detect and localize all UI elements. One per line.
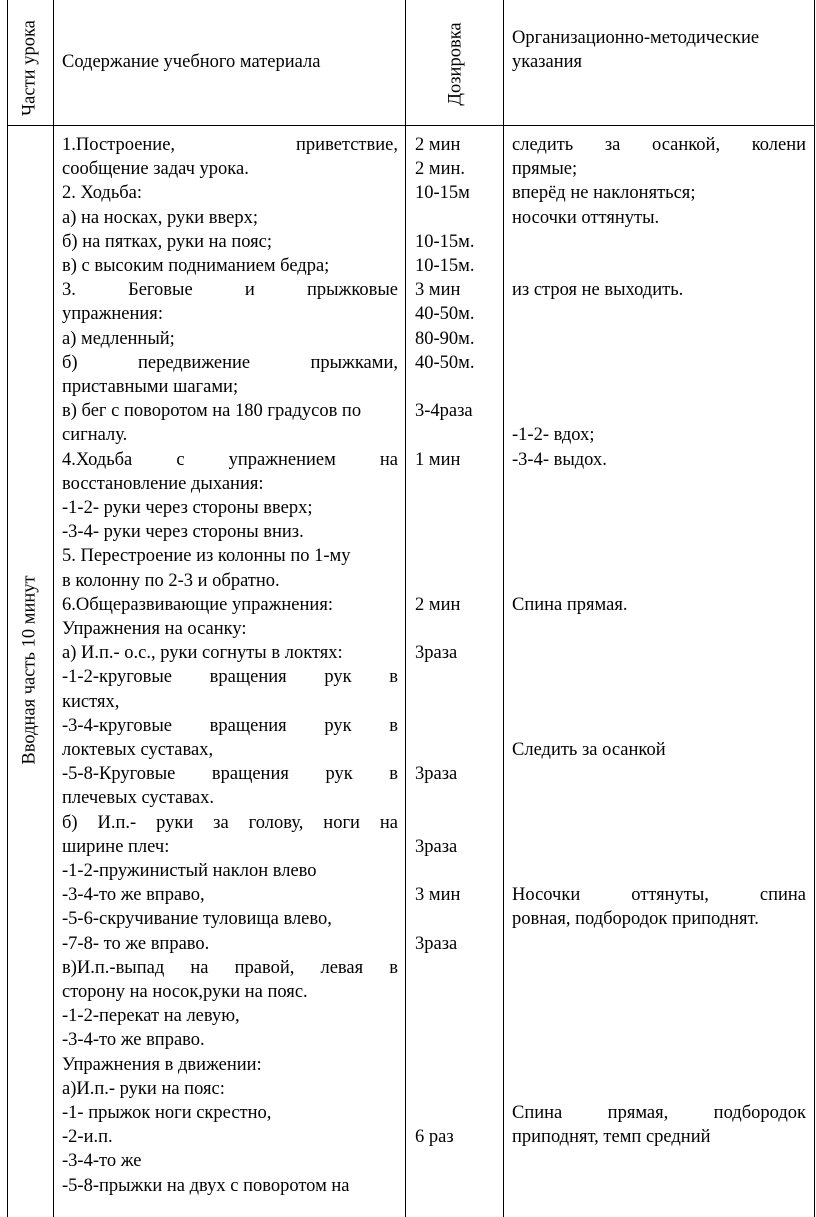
content-line: -3-4-круговые вращения рук в (62, 715, 398, 736)
notes-line: прямые; (512, 159, 578, 180)
header-notes (512, 26, 806, 74)
dose-line: 40-50м. (415, 352, 475, 373)
content-line: плечевых суставах. (62, 788, 214, 809)
content-line: 5. Перестроение из колонны по 1-му (62, 546, 351, 567)
content-line: восстановление дыхания: (62, 473, 264, 494)
content-line: Упражнения в движении: (62, 1054, 262, 1075)
content-line: -5-6-скручивание туловища влево, (62, 909, 332, 930)
dose-line: 3раза (415, 643, 458, 664)
content-line: сообщение задач урока. (62, 159, 249, 180)
header-dose: Дозировка (445, 22, 466, 106)
dose-line: 1 мин (415, 449, 461, 470)
dose-line: 10-15м. (415, 231, 475, 252)
dose-line: 3раза (415, 836, 458, 857)
dose-line: 3 мин (415, 885, 461, 906)
content-line: 6.Общеразвивающие упражнения: (62, 594, 333, 615)
content-line: кистях, (62, 691, 120, 712)
content-line: ширине плеч: (62, 836, 170, 857)
table-border-left (7, 0, 8, 1217)
content-line: приставными шагами; (62, 377, 239, 397)
notes-line: следить за осанкой, колени (512, 135, 806, 155)
content-line: -1-2-пружинистый наклон влево (62, 861, 317, 881)
dose-line: 2 мин (415, 135, 461, 155)
content-line: локтевых суставах, (62, 740, 214, 760)
notes-line: вперёд не наклоняться; (512, 183, 696, 204)
header-bottom-border (7, 125, 815, 126)
content-line: а) медленный; (62, 328, 175, 349)
content-line: -1-2-перекат на левую, (62, 1006, 240, 1027)
content-line: -1-2- руки через стороны вверх; (62, 498, 313, 518)
notes-line: Спина прямая, подбородок (512, 1103, 806, 1123)
header-content: Содержание учебного материала (62, 52, 321, 72)
content-line: -3-4-то же вправо. (62, 1030, 205, 1051)
content-line: сторону на носок,руки на пояс. (62, 982, 308, 1002)
content-line: -2-и.п. (62, 1127, 113, 1148)
content-line: а) на носках, руки вверх; (62, 207, 258, 228)
notes-line: Следить за осанкой (512, 740, 666, 760)
dose-line: 3раза (415, 933, 458, 954)
content-line: 3. Беговые и прыжковые (62, 280, 398, 301)
content-line: -5-8-Круговые вращения рук в (62, 764, 398, 785)
content-line: б) И.п.- руки за голову, ноги на (62, 812, 398, 833)
notes-line: -3-4- выдох. (512, 449, 607, 470)
dose-line: 2 мин. (415, 159, 466, 180)
dose-line: 3раза (415, 764, 458, 785)
notes-line: Носочки оттянуты, спина (512, 885, 806, 906)
content-line: 4.Ходьба с упражнением на (62, 449, 398, 470)
notes-line: Спина прямая. (512, 594, 628, 615)
dose-line: 40-50м. (415, 304, 475, 325)
content-line: а) И.п.- о.с., руки согнуты в локтях: (62, 643, 343, 664)
content-line: сигналу. (62, 425, 128, 446)
dose-line: 3-4раза (415, 401, 473, 422)
notes-line: из строя не выходить. (512, 280, 684, 301)
content-line: -3-4-то же (62, 1151, 142, 1172)
dose-line: 80-90м. (415, 328, 475, 349)
content-line: упражнения: (62, 304, 163, 325)
content-line: в)И.п.-выпад на правой, левая в (62, 957, 398, 978)
dose-line: 3 мин (415, 280, 461, 301)
notes-line: ровная, подбородок приподнят. (512, 909, 759, 930)
content-line: в колонну по 2-3 и обратно. (62, 570, 280, 591)
notes-line: -1-2- вдох; (512, 425, 595, 446)
header-notes-text: Организационно-методические указания (512, 28, 760, 73)
header-part: Части урока (19, 20, 40, 116)
content-line: -5-8-прыжки на двух с поворотом на (62, 1175, 350, 1196)
content-line: Упражнения на осанку: (62, 619, 247, 639)
content-line: -3-4-то же вправо, (62, 885, 205, 906)
dose-line: 10-15м. (415, 256, 475, 276)
notes-line: приподнят, темп средний (512, 1127, 711, 1148)
content-line: 1.Построение, приветствие, (62, 135, 398, 155)
table-divider-dose (503, 0, 504, 1217)
dose-line: 6 раз (415, 1127, 454, 1148)
content-line: в) бег с поворотом на 180 градусов по (62, 401, 362, 422)
content-line: -1- прыжок ноги скрестно, (62, 1103, 272, 1123)
table-border-right (814, 0, 815, 1217)
dose-line: 2 мин (415, 594, 461, 615)
table-divider-part (53, 0, 54, 1217)
content-line: б) передвижение прыжками, (62, 352, 398, 373)
table-divider-content (405, 0, 406, 1217)
dose-line: 10-15м (415, 183, 470, 204)
content-line: 2. Ходьба: (62, 183, 143, 204)
notes-line: носочки оттянуты. (512, 207, 660, 228)
part-label: Вводная часть 10 минут (19, 575, 40, 765)
content-line: -3-4- руки через стороны вниз. (62, 522, 304, 543)
content-line: б) на пятках, руки на пояс; (62, 231, 273, 252)
content-line: а)И.п.- руки на пояс: (62, 1078, 225, 1099)
content-line: -1-2-круговые вращения рук в (62, 667, 398, 688)
content-line: -7-8- то же вправо. (62, 933, 210, 954)
content-line: в) с высоким подниманием бедра; (62, 256, 330, 276)
